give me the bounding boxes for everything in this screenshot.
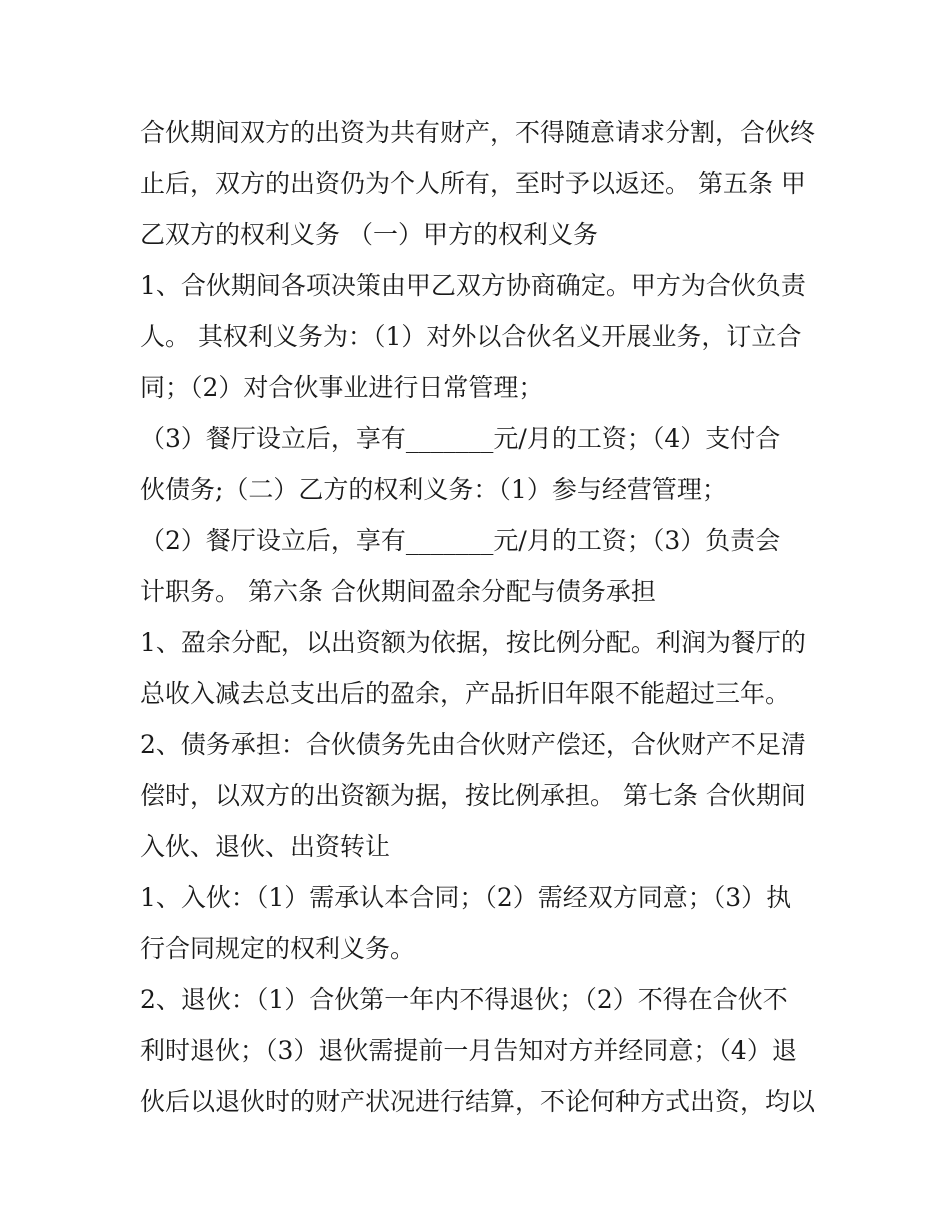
text-line: 伙后以退伙时的财产状况进行结算，不论何种方式出资，均以 [140, 1087, 816, 1116]
text-line: 1、盈余分配，以出资额为依据，按比例分配。利润为餐厅的 [140, 628, 806, 657]
text-line: 入伙、退伙、出资转让 [140, 832, 391, 861]
text-line: 同；（2）对合伙事业进行日常管理； [140, 373, 544, 402]
text-line: 止后，双方的出资仍为个人所有，至时予以返还。 第五条 甲 [140, 169, 806, 198]
text-line: 人。 其权利义务为：（1）对外以合伙名义开展业务，订立合 [140, 322, 802, 351]
text-line: 1、合伙期间各项决策由甲乙双方协商确定。甲方为合伙负责 [140, 271, 806, 300]
text-line: 偿时，以双方的出资额为据，按比例承担。 第七条 合伙期间 [140, 781, 806, 810]
text-line: 合伙期间双方的出资为共有财产，不得随意请求分割，合伙终 [140, 118, 816, 147]
text-line: 1、入伙：（1）需承认本合同；（2）需经双方同意；（3）执 [140, 883, 792, 912]
text-line: 伙债务;（二）乙方的权利义务：（1）参与经营管理； [140, 475, 727, 504]
text-line: 利时退伙；（3）退伙需提前一月告知对方并经同意；（4）退 [140, 1036, 797, 1065]
contract-body-text [140, 107, 820, 1127]
text-line: 2、退伙：（1）合伙第一年内不得退伙；（2）不得在合伙不 [140, 985, 788, 1014]
text-line: 总收入减去总支出后的盈余，产品折旧年限不能超过三年。 [140, 679, 791, 708]
text-line: 行合同规定的权利义务。 [140, 934, 416, 963]
text-line: 乙双方的权利义务 （一）甲方的权利义务 [140, 220, 598, 249]
text-line: 2、债务承担：合伙债务先由合伙财产偿还，合伙财产不足清 [140, 730, 806, 759]
text-line: （2）餐厅设立后，享有_______元/月的工资；（3）负责会 [140, 526, 781, 555]
text-line: 计职务。 第六条 合伙期间盈余分配与债务承担 [140, 577, 656, 606]
text-line: （3）餐厅设立后，享有_______元/月的工资；（4）支付合 [140, 424, 781, 453]
